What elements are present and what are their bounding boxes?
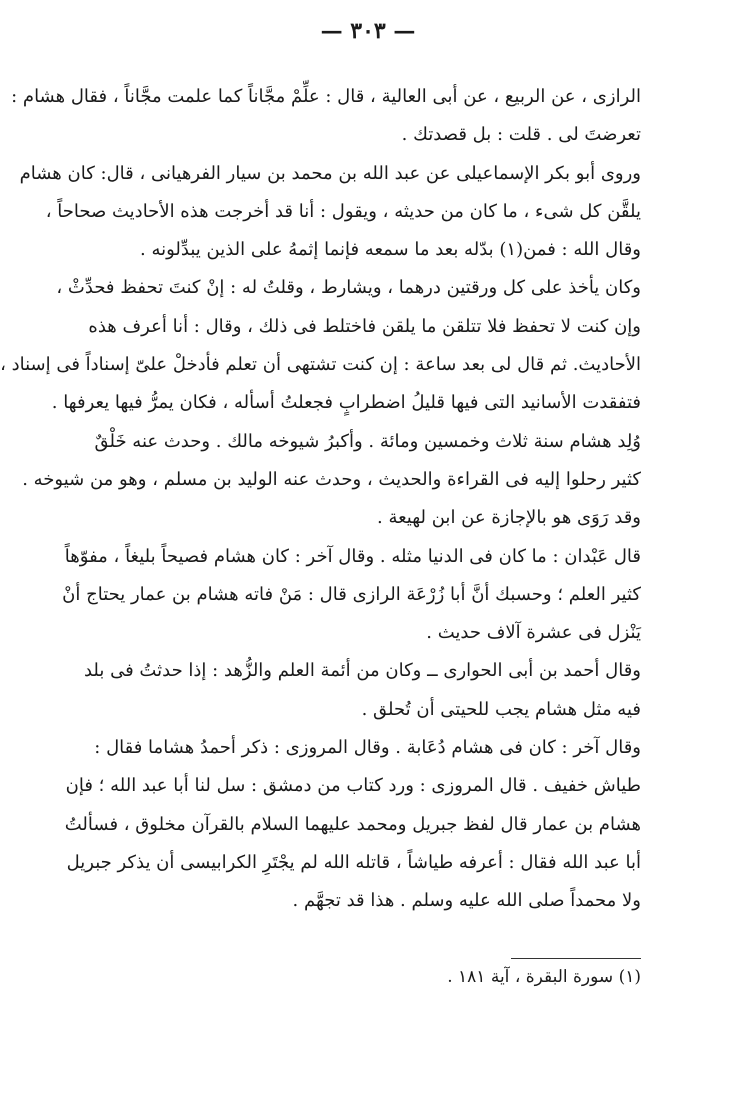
text-line: وإن كنت لا تحفظ فلا تتلقن ما يلقن فاختلط فى ذلك ، وقال : أنا أعرف هذه [88, 315, 641, 337]
text-line: وقال أحمد بن أبى الحوارى ــ وكان من أئمة العلم والزُّهد : إذا حدثتُ فى بلد [83, 660, 641, 682]
footnote: (١) سورة البقرة ، آية ١٨١ . [447, 967, 641, 987]
text-line: فيه مثل هشام يجب للحيتى أن تُحلق . [361, 698, 641, 720]
text-line: وروى أبو بكر الإسماعيلى عن عبد الله بن محمد بن سيار الفرهيانى ، قال: كان هشام [19, 162, 641, 184]
text-line: تعرضتَ لى . قلت : بل قصدتك . [401, 124, 641, 146]
text-line: أبا عبد الله فقال : أعرفه طياشاً ، قاتله الله لم يجْتَرِ الكرابيسى أن يذكر جبريل [66, 851, 641, 873]
text-line: وقال آخر : كان فى هشام دُعَابة . وقال المروزى : ذكر أحمدُ هشاما فقال : [94, 737, 641, 759]
text-line: ولا محمداً صلى الله عليه وسلم . هذا قد تجهَّم . [292, 890, 641, 912]
text-line: الرازى ، عن الربيع ، عن أبى العالية ، قال : علِّمْ مجَّاناً كما علمت مجَّاناً ، فقال هشام : [11, 86, 641, 107]
footnote-divider [511, 958, 641, 959]
text-line: فتفقدت الأسانيد التى فيها قليلُ اضطرابٍ فجعلتُ أسأله ، فكان يمرُّ فيها يعرفها . [51, 392, 641, 414]
text-line: طياش خفيف . قال المروزى : ورد كتاب من دمشق : سل لنا أبا عبد الله ؛ فإن [65, 775, 641, 797]
text-line: وُلِد هشام سنة ثلاث وخمسين ومائة . وأكبرُ شيوخه مالك . وحدث عنه خَلْقٌ [94, 430, 641, 452]
text-line: وقال الله : فمن(١) بدّله بعد ما سمعه فإنما إثمهُ على الذين يبدِّلونه . [140, 239, 641, 261]
text-line: وكان يأخذ على كل ورقتين درهما ، ويشارط ، وقلتُ له : إنْ كنتَ تحفظ فحدِّثْ ، [56, 277, 641, 299]
text-line: قال عَبْدان : ما كان فى الدنيا مثله . وقال آخر : كان هشام فصيحاً بليغاً ، مفوّهاً [64, 545, 641, 567]
text-line: كثير رحلوا إليه فى القراءة والحديث ، وحدث عنه الوليد بن مسلم ، وهو من شيوخه . [22, 468, 641, 490]
text-line: وقد رَوَى هو بالإجازة عن ابن لهيعة . [377, 507, 641, 529]
body-text [0, 78, 641, 921]
text-line: الأحاديث. ثم قال لى بعد ساعة : إن كنت تشتهى أن تعلم فأدخلْ علىّ إسناداً فى إسناد ، [0, 354, 641, 376]
text-line: كثير العلم ؛ وحسبك أنَّ أبا زُرْعَة الرازى قال : مَنْ فاته هشام بن عمار يحتاج أنْ [62, 583, 641, 605]
text-line: يَنْزل فى عشرة آلاف حديث . [426, 622, 641, 644]
text-line: هشام بن عمار قال لفظ جبريل ومحمد عليهما السلام بالقرآن مخلوق ، فسألتُ [64, 813, 641, 835]
page-number: — ٣٠٣ — [320, 18, 416, 44]
text-line: يلقَّن كل شىء ، ما كان من حديثه ، ويقول : أنا قد أخرجت هذه الأحاديث صحاحاً ، [45, 200, 641, 222]
